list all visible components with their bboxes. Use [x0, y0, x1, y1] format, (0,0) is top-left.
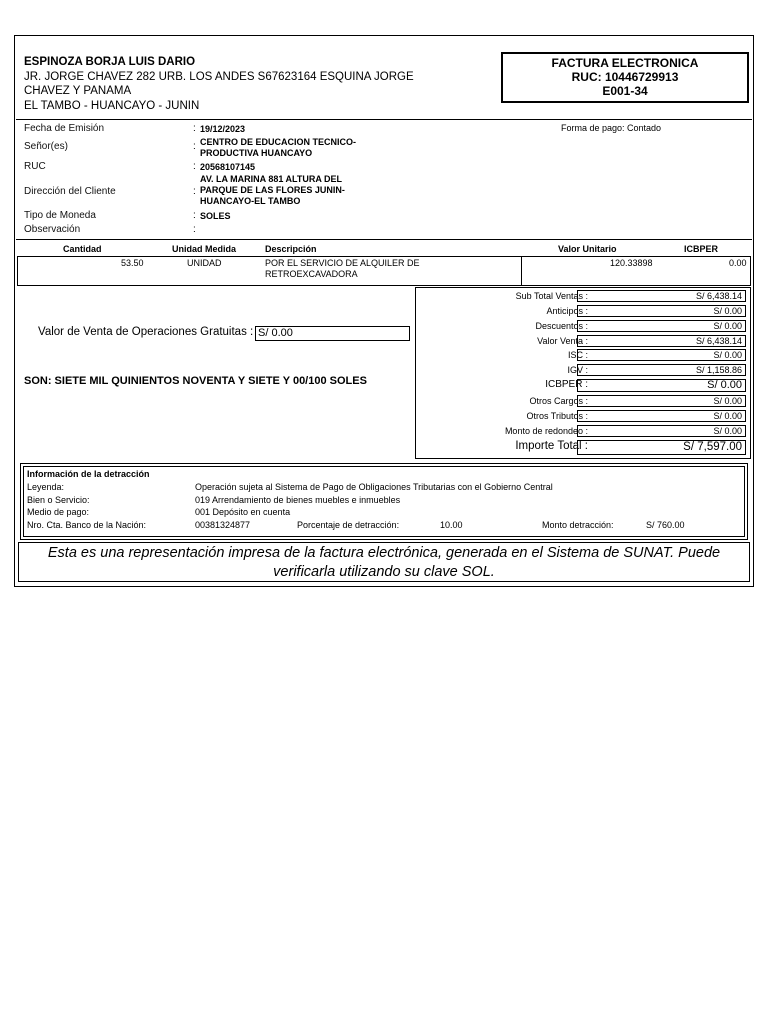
gratuitas-label: Valor de Venta de Operaciones Gratuitas : — [38, 326, 254, 338]
fecha-value: 19/12/2023 — [200, 124, 246, 134]
moneda-label: Tipo de Moneda — [24, 210, 96, 221]
total-row-otros-tributos — [416, 410, 752, 422]
total-label: Importe Total : — [515, 440, 588, 452]
ruc-value: 20568107145 — [200, 162, 256, 172]
total-value: S/ 0.00 — [577, 425, 746, 437]
issuer-name: ESPINOZA BORJA LUIS DARIO — [24, 56, 196, 68]
leyenda-value: Operación sujeta al Sistema de Pago de Obligaciones Tributarias con el Gobierno Central — [195, 482, 553, 492]
info-divider — [16, 239, 752, 240]
monto-value: S/ 760.00 — [646, 520, 685, 530]
medio-label: Medio de pago: — [27, 507, 90, 517]
cell-descripcion — [265, 258, 420, 280]
total-value: S/ 7,597.00 — [577, 440, 746, 455]
issuer-address-line2: CHAVEZ Y PANAMA — [24, 85, 132, 97]
cta-value: 00381324877 — [195, 520, 251, 530]
total-row-isc — [416, 349, 752, 361]
direccion-label: Dirección del Cliente — [24, 186, 116, 197]
total-row-anticipos — [416, 305, 752, 317]
monto-label: Monto detracción: — [542, 520, 614, 530]
cell-descripcion-line1: POR EL SERVICIO DE ALQUILER DE — [265, 258, 420, 268]
issuer-block — [24, 55, 414, 113]
total-value: S/ 0.00 — [577, 305, 746, 317]
porcentaje-label: Porcentaje de detracción: — [297, 520, 400, 530]
detraccion-title: Información de la detracción — [27, 469, 150, 479]
total-value: S/ 0.00 — [577, 395, 746, 407]
total-value: S/ 6,438.14 — [577, 335, 746, 347]
total-value: S/ 0.00 — [577, 379, 746, 392]
total-label: ISC : — [567, 350, 588, 360]
total-row-redondeo — [416, 425, 752, 437]
total-row-valor-venta — [416, 335, 752, 347]
col-header-descripcion: Descripción — [265, 244, 317, 254]
cell-cantidad: 53.50 — [121, 258, 144, 268]
bien-value: 019 Arrendamiento de bienes muebles e inmuebles — [195, 495, 401, 505]
medio-value: 001 Depósito en cuenta — [195, 507, 291, 517]
ruc-label: RUC — [24, 161, 46, 172]
total-label: Descuentos : — [535, 321, 588, 331]
forma-pago: Forma de pago: Contado — [561, 123, 662, 133]
document-number: E001-34 — [602, 84, 648, 98]
total-label: ICBPER : — [545, 379, 588, 390]
total-row-descuentos — [416, 320, 752, 332]
footer-line1: Esta es una representación impresa de la factura electrónica, generada en el Sistema de SUNAT. Puede — [47, 545, 721, 561]
total-label: Sub Total Ventas : — [515, 291, 588, 301]
total-row-icbper — [416, 379, 752, 391]
total-label: Anticipos : — [546, 306, 588, 316]
total-label: Otros Tributos : — [526, 411, 588, 421]
total-value: S/ 1,158.86 — [577, 364, 746, 376]
col-header-unidad: Unidad Medida — [172, 244, 237, 254]
colon: : — [193, 123, 196, 134]
cell-valor-unitario: 120.33898 — [610, 258, 653, 268]
totals-panel — [415, 287, 751, 459]
direccion-value — [200, 174, 345, 207]
senor-label: Señor(es) — [24, 141, 68, 152]
table-column-divider — [521, 257, 522, 285]
document-type: FACTURA ELECTRONICA — [551, 56, 699, 70]
leyenda-label: Leyenda: — [27, 482, 65, 492]
colon: : — [193, 224, 196, 235]
cta-label: Nro. Cta. Banco de la Nación: — [27, 520, 147, 530]
col-header-valor-unitario: Valor Unitario — [558, 244, 617, 254]
senor-value — [200, 137, 356, 159]
cell-descripcion-line2: RETROEXCAVADORA — [265, 269, 358, 279]
document-ruc: RUC: 10446729913 — [571, 70, 679, 84]
footer-line2: verificarla utilizando su clave SOL. — [273, 564, 495, 580]
total-row-subtotal — [416, 290, 752, 302]
total-label: Monto de redondeo : — [504, 426, 588, 436]
total-value: S/ 6,438.14 — [577, 290, 746, 302]
total-row-importe-total — [416, 440, 752, 452]
colon: : — [193, 210, 196, 221]
moneda-value: SOLES — [200, 211, 231, 221]
total-value: S/ 0.00 — [577, 320, 746, 332]
document-id-box — [501, 52, 749, 103]
amount-in-words: SON: SIETE MIL QUINIENTOS NOVENTA Y SIETE Y 00/100 SOLES — [24, 375, 367, 387]
direccion-value-line3: HUANCAYO-EL TAMBO — [200, 196, 301, 206]
cell-unidad: UNIDAD — [187, 258, 222, 268]
direccion-value-line1: AV. LA MARINA 881 ALTURA DEL — [200, 174, 343, 184]
total-label: Otros Cargos : — [529, 396, 588, 406]
senor-value-line2: PRODUCTIVA HUANCAYO — [200, 148, 313, 158]
sunat-footer-note — [18, 542, 750, 582]
gratuitas-value: S/ 0.00 — [255, 326, 410, 341]
total-row-igv — [416, 364, 752, 376]
col-header-icbper: ICBPER — [684, 244, 719, 254]
direccion-value-line2: PARQUE DE LAS FLORES JUNIN- — [200, 185, 345, 195]
issuer-address-line3: EL TAMBO - HUANCAYO - JUNIN — [24, 99, 200, 112]
issuer-address-line1: JR. JORGE CHAVEZ 282 URB. LOS ANDES S67623164 ESQUINA JORGE — [24, 70, 414, 83]
porcentaje-value: 10.00 — [440, 520, 463, 530]
header-divider — [16, 119, 752, 120]
col-header-cantidad: Cantidad — [63, 244, 102, 254]
colon: : — [193, 161, 196, 172]
total-value: S/ 0.00 — [577, 349, 746, 361]
colon: : — [193, 141, 196, 152]
colon: : — [193, 186, 196, 197]
total-label: IGV : — [567, 365, 588, 375]
observacion-label: Observación — [24, 224, 81, 235]
cell-icbper: 0.00 — [729, 258, 747, 268]
total-row-otros-cargos — [416, 395, 752, 407]
senor-value-line1: CENTRO DE EDUCACION TECNICO- — [200, 137, 357, 147]
total-label: Valor Venta : — [537, 336, 588, 346]
fecha-label: Fecha de Emisión — [24, 123, 105, 134]
total-value: S/ 0.00 — [577, 410, 746, 422]
bien-label: Bien o Servicio: — [27, 495, 90, 505]
